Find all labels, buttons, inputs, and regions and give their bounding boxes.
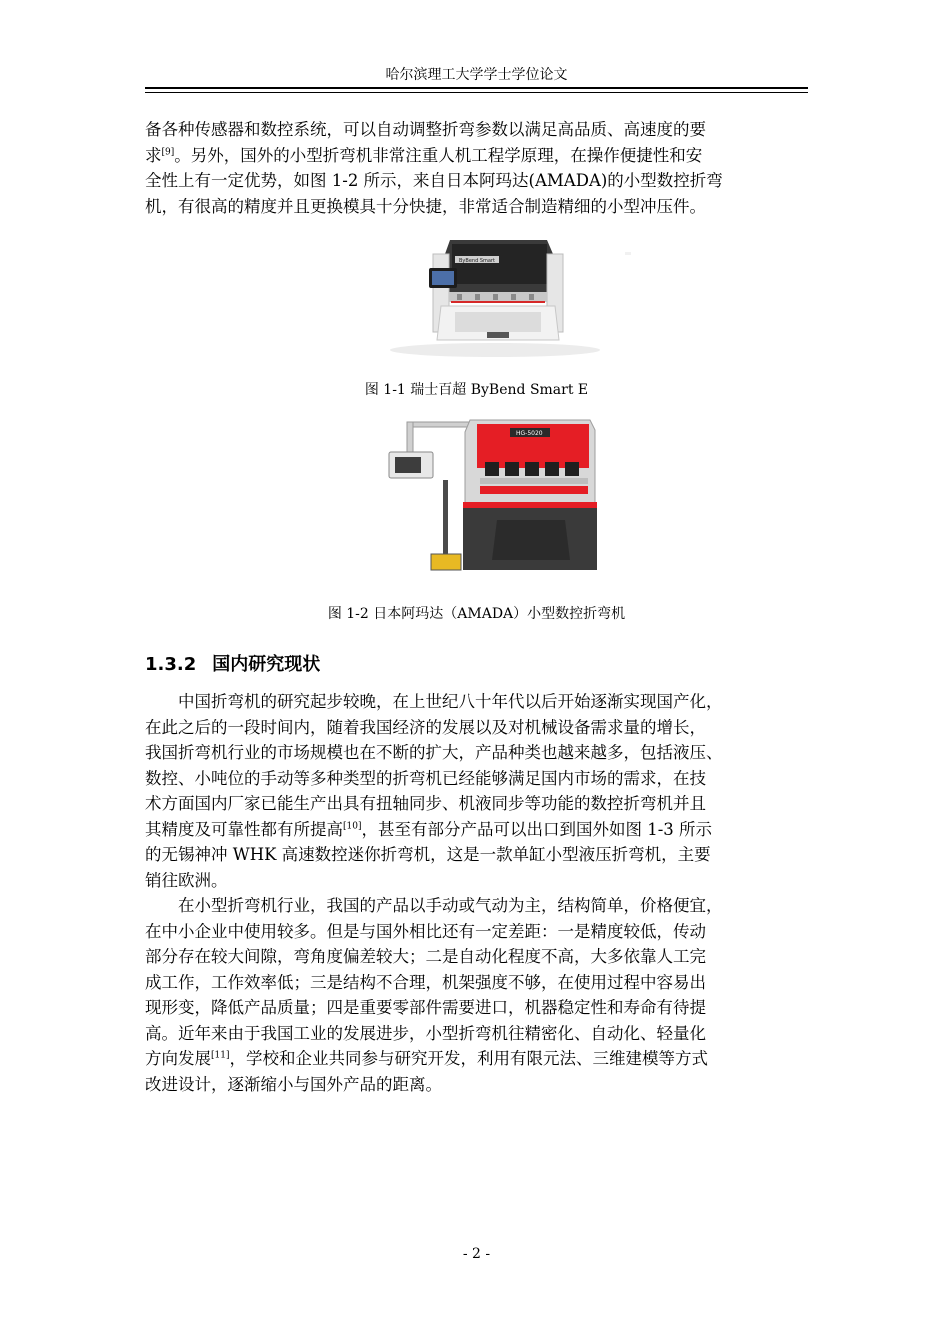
text-line: 在小型折弯机行业，我国的产品以手动或气动为主，结构简单，价格便宜，	[178, 896, 723, 915]
text-line: 机，有很高的精度并且更换模具十分快捷，非常适合制造精细的小型冲压件。	[145, 196, 706, 216]
citation-ref: [10]	[343, 821, 362, 831]
text-line: 销往欧洲。	[145, 870, 228, 890]
text-line: 在中小企业中使用较多。但是与国外相比还有一定差距：一是精度较低，传动	[145, 921, 706, 941]
text-line: 改进设计，逐渐缩小与国外产品的距离。	[145, 1074, 442, 1094]
text-line: 中国折弯机的研究起步较晚，在上世纪八十年代以后开始逐渐实现国产化，	[178, 692, 723, 711]
domestic-paragraph-1	[145, 689, 808, 893]
header-rule-thin	[145, 92, 808, 93]
section-title: 国内研究现状	[212, 654, 321, 675]
header-rule-thick	[145, 87, 808, 89]
text-line: 高。近年来由于我国工业的发展进步，小型折弯机往精密化、自动化、轻量化	[145, 1023, 706, 1043]
figure-1-1-image	[355, 232, 635, 357]
screen-text: ByBend Smart	[459, 258, 495, 264]
page-number: - 2 -	[462, 1246, 491, 1262]
citation-ref: [9]	[161, 147, 175, 157]
figure-1-2-image	[385, 410, 600, 576]
text-line: 数控、小吨位的手动等多种类型的折弯机已经能够满足国内市场的需求，在技	[145, 768, 706, 788]
text-line: 方向发展[11]，学校和企业共同参与研究开发，利用有限元法、三维建模等方式	[145, 1049, 708, 1068]
section-heading	[145, 653, 320, 677]
foot-pedal	[431, 554, 461, 570]
text-line: 术方面国内厂家已能生产出具有扭轴同步、机液同步等功能的数控折弯机并且	[145, 794, 706, 813]
section-number: 1.3.2	[145, 654, 197, 675]
text-line: 求[9]。另外，国外的小型折弯机非常注重人机工程学原理，在操作便捷性和安	[145, 145, 703, 165]
text-line: 成工作，工作效率低；三是结构不合理，机架强度不够，在使用过程中容易出	[145, 972, 706, 992]
text-line: 在此之后的一段时间内，随着我国经济的发展以及对机械设备需求量的增长，	[145, 717, 706, 737]
text-line: 部分存在较大间隙，弯角度偏差较大；二是自动化程度不高，大多依靠人工完	[145, 947, 706, 966]
citation-ref: [11]	[211, 1050, 230, 1061]
text-line: 备各种传感器和数控系统，可以自动调整折弯参数以满足高品质、高速度的要	[145, 120, 706, 139]
running-header: 哈尔滨理工大学学士学位论文	[385, 67, 568, 83]
text-line: 其精度及可靠性都有所提高[10]，甚至有部分产品可以出口到国外如图 1-3 所示	[145, 819, 713, 839]
text-line: 我国折弯机行业的市场规模也在不断的扩大，产品种类也越来越多，包括液压、	[145, 743, 723, 762]
intro-paragraph	[145, 117, 808, 219]
text-line: 的无锡神冲 WHK 高速数控迷你折弯机，这是一款单缸小型液压折弯机，主要	[145, 845, 711, 864]
text-line: 全性上有一定优势，如图 1-2 所示，来自日本阿玛达(AMADA)的小型数控折弯	[145, 171, 723, 190]
figure-1-1-caption: 图 1-1 瑞士百超 ByBend Smart E	[364, 382, 589, 398]
machine-model-label: HG-5020	[516, 430, 543, 437]
text-line: 现形变，降低产品质量；四是重要零部件需要进口，机器稳定性和寿命有待提	[145, 998, 706, 1017]
domestic-paragraph-2	[145, 893, 808, 1097]
figure-1-2-caption: 图 1-2 日本阿玛达（AMADA）小型数控折弯机	[327, 606, 626, 622]
